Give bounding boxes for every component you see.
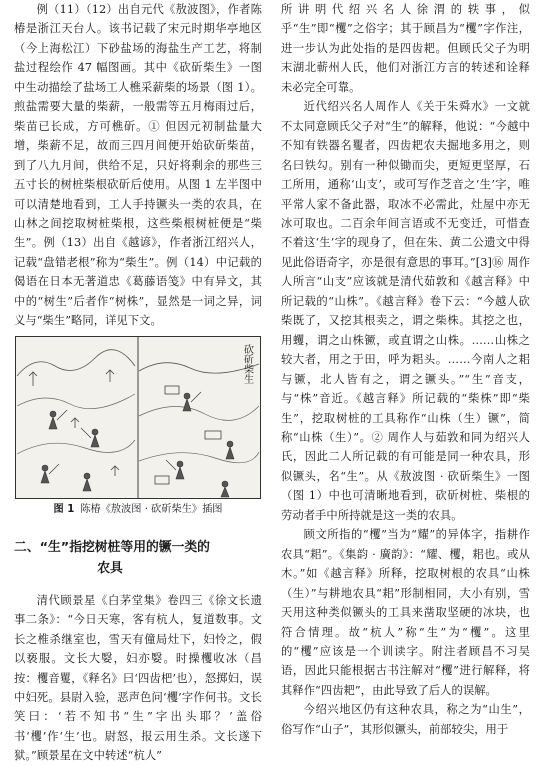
section-heading-line-1: 二、“生”指挖树桩等用的镢一类的	[14, 539, 210, 555]
body-paragraph: 近代绍兴名人周作人《关于朱舜水》一文就不太同意顾氏父子对“生”的解释，他说：“今越中不知有铁器名矍者，四齿耙农夫掘地多用之，则名曰铁勾。别有一种似锄而尖，更短更坚厚，石工所用，通称‘山支’，或可写作芝音之‘生’字，唯平常人家不备此器，取冰不必需此，灶屋中亦无冰可取也。二百余年间言语或不无变迁，可惜查不着这‘生’字的现身了，但在朱、黄二公遗文中得见此俗语奇字，亦是很有意思的事耳。”[3]⑯ 周作人所言“山支”应该就是清代茹敦和《越言释》中所记载的“山株”。《越言释》卷下云：“今越人砍柴既了，又挖其根卖之，谓之柴株。其挖之也，用蠼，谓之山株镢，或直谓之山株。……山株之较大者，用之于田，呼为耜头。……今南人之耜与镢，北人皆有之，谓之镢头。”“生”音支，与“株”音近。《越言释》所记载的“柴株”即“柴生”，挖取树桩的工具称作“山株（生）镢”，简称“山株（生）”。② 周作人与茹敦和同为绍兴人氏，因此二人所记载的有可能是同一种农具，形似镢头，名“生”。从《敖波图 · 砍斫柴生》一图（图 1）中也可清晰地看到，砍斫树桩、柴根的劳动者手中所持就是这一类的农具。	[281, 100, 530, 522]
figure-caption-text: 陈椿《敖波图 · 砍斫柴生》插图	[80, 503, 223, 515]
body-paragraph: 今绍兴地区仍有这种农具，称之为“山生”，俗写作“山子”，其形似镢头，前部较尖，用于	[281, 703, 530, 736]
body-paragraph: 顾文所指的“欔”当为“耀”的异体字，指耕作农具“耜”。《集韵 · 廣韵》：“耀、欔，耜也。或从木。”如《越言释》所释，挖取树根的农具“山株（生）”与耕地农具“耜”形制相同，大小有别，雪天用这种类似镢头的工具来凿取坚硬的冰块，也符合情理。故“杭人”称“生”为“欔”。这里的“欔”应该是一个训读字。附注者顾昌不习吴语，因此只能根据古书注解对“欔”进行解释，将其释作“四齿耙”，由此导致了后人的误解。	[281, 528, 530, 697]
body-paragraph: 所讲明代绍兴名人徐渭的轶事，似乎“生”即“欔”之俗字；其于顾昌为“欔”字作注，进一步认为此处指的是四齿耙。但顾氏父子为明末湖北蕲州人氏，他们对浙江方言的转述和诠释未必完全可靠。	[281, 3, 530, 94]
figure-number: 图 1	[53, 503, 75, 515]
figure-1-illustration	[15, 336, 261, 499]
body-paragraph: 清代顾景星《白茅堂集》卷四三《徐文长遗事二条》：“今日天寒，客有杭人，复道数事。文长之椎杀继室也，雪天有僮局灶下，妇怜之，假以亵服。文长大嫛，妇亦嫛。时操欔收冰（昌按：欔音矍，《释名》曰‘四齿杷’也），怒掷妇，误中妇死。县尉入验，恶声色问‘欔’字作何书。文长笑曰：‘若不知书“生”字出头耶？’盖俗书‘欔’作‘生’也。尉怒，报云用生杀。文长遂下狱。”顾景星在文中转述“杭人”	[14, 593, 262, 763]
right-column	[281, 0, 530, 739]
section-heading	[14, 537, 262, 579]
figure-caption	[14, 503, 262, 517]
section-heading-line-2: 农具	[97, 560, 123, 576]
figure-vertical-title: 砍斫柴生	[241, 343, 253, 384]
body-paragraph: 例（11）（12）出自元代《敖波图》，作者陈椿是浙江天台人。该书记载了宋元时期华亭地区（今上海松江）下砂盐场的海盐生产工艺，将制盐过程绘作 47 幅图画。其中《砍斫柴生》一图中生动描绘了盐场工人樵采薪柴的场景（图 1）。煎盐需要大量的柴薪，一般需等五月梅雨过后，柴苗已长成，方可樵斫。① 但因元初制盐量大增，柴薪不足，故而三四月间便开始砍斫柴苗，到了八九月间，供给不足，只好将剩余的那些三五寸长的树桩柴根砍斫后使用。从图 1 左半图中可以清楚地看到，工人手持镢头一类的农具，在山林之间挖取树桩柴根，这些柴根树桩便是“柴生”。例（13）出自《越谚》，作者浙江绍兴人，记载“盘错老根”称为“柴生”。例（14）中记载的偈语在日本无著道忠《葛藤语笺》中有异文，其中的“树生”后者作“树株”，显然是一词之异，词义与“柴生”略同，详见下文。	[14, 3, 262, 328]
left-column	[14, 0, 262, 766]
woodblock-print-illustration	[15, 336, 261, 499]
